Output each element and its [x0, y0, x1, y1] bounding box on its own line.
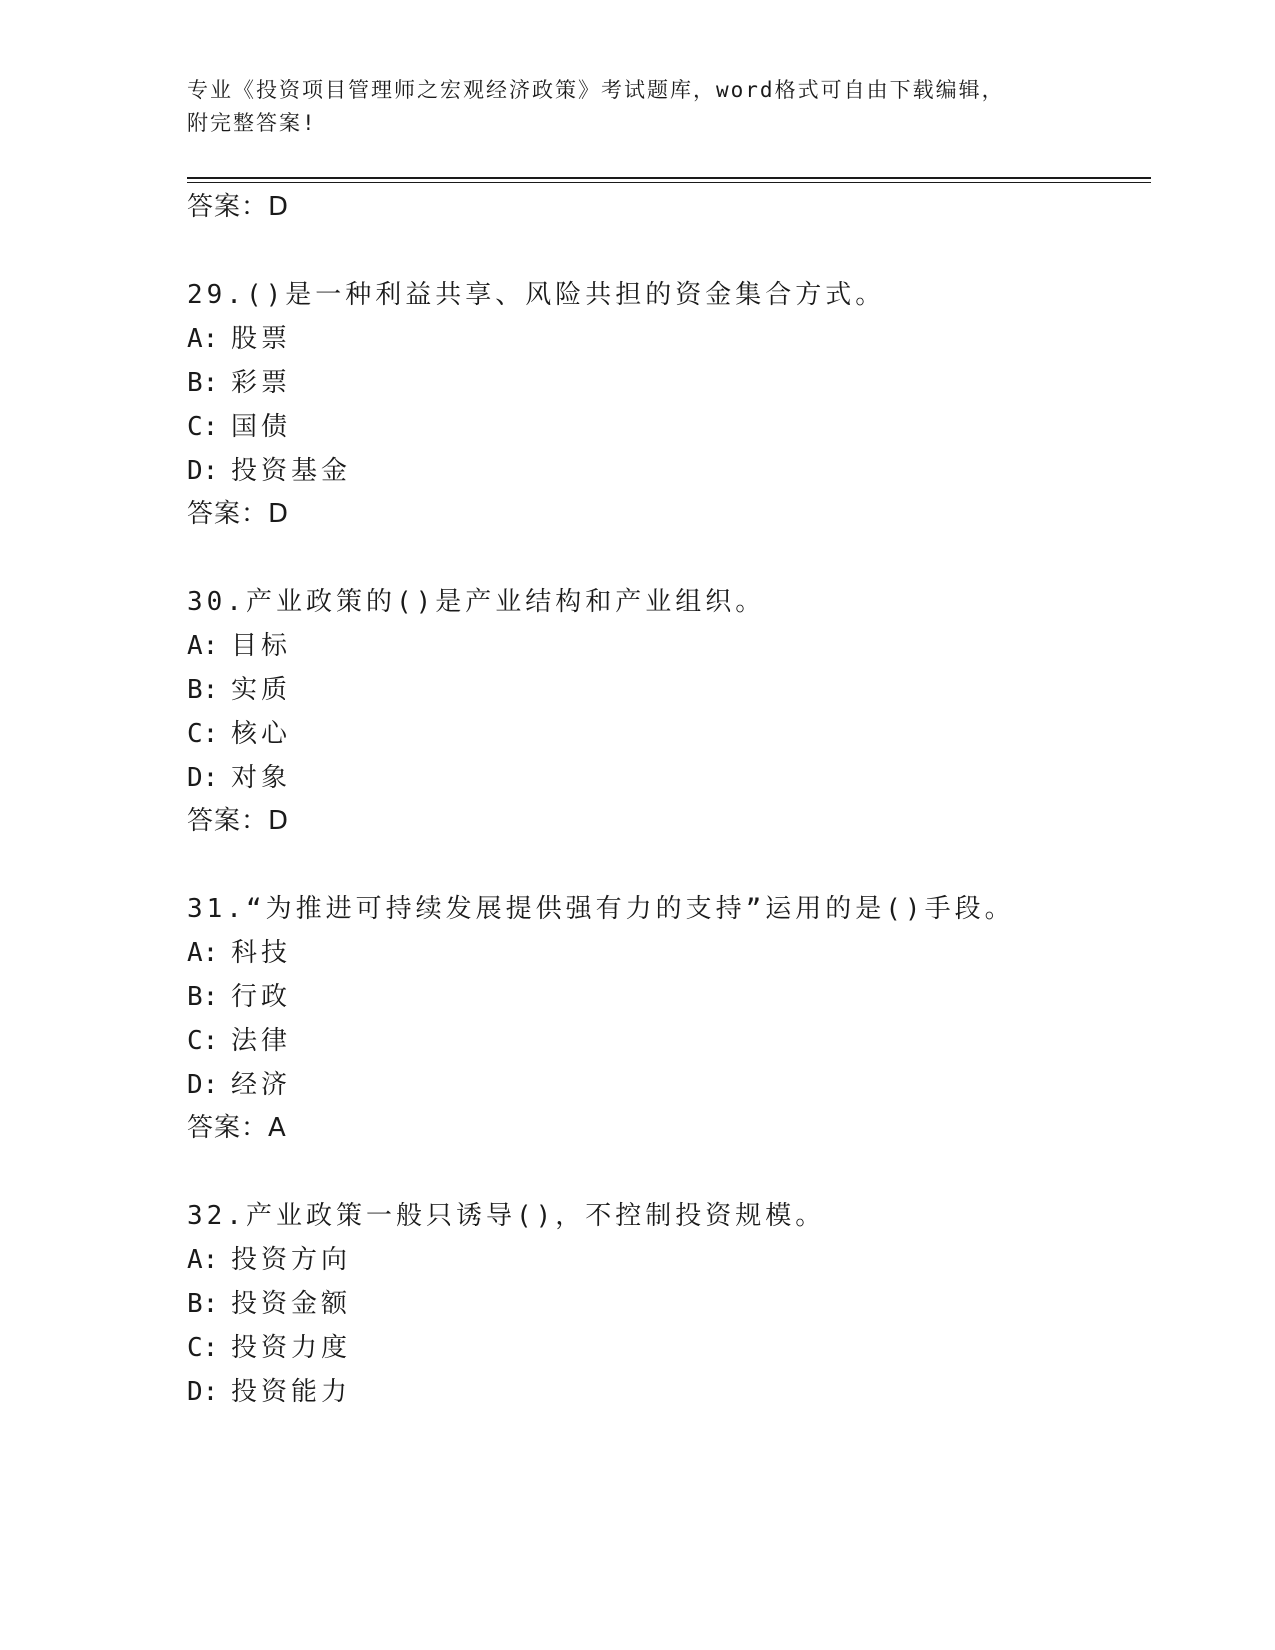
question-32-stem: 32.产业政策一般只诱导()，不控制投资规模。 — [187, 1201, 826, 1231]
option-letter: D: — [187, 1377, 219, 1407]
option-letter: C: — [187, 1026, 219, 1056]
question-29-option-d — [187, 454, 351, 488]
option-text: 对象 — [231, 763, 292, 793]
question-31-option-a — [187, 936, 291, 970]
option-letter: D: — [187, 763, 219, 793]
question-30-option-a — [187, 629, 291, 663]
question-29-option-b — [187, 366, 291, 400]
header-line-1: 专业《投资项目管理师之宏观经济政策》考试题库，word格式可自由下载编辑， — [187, 78, 1005, 102]
option-letter: C: — [187, 1333, 219, 1363]
option-text: 核心 — [231, 719, 292, 749]
question-30-option-b — [187, 673, 291, 707]
option-text: 投资金额 — [231, 1289, 352, 1319]
question-30-option-c — [187, 717, 291, 751]
option-text: 投资方向 — [231, 1245, 352, 1275]
question-32-option-b — [187, 1287, 351, 1321]
option-text: 股票 — [231, 324, 292, 354]
option-text: 彩票 — [231, 368, 292, 398]
option-letter: A: — [187, 1245, 219, 1275]
document-header — [187, 74, 1067, 140]
question-31-option-c — [187, 1024, 291, 1058]
question-32-option-a — [187, 1243, 351, 1277]
header-divider-thin — [187, 182, 1151, 183]
question-29-option-a — [187, 322, 291, 356]
question-29-answer: 答案：D — [187, 499, 290, 529]
option-text: 经济 — [231, 1070, 292, 1100]
question-31-option-b — [187, 980, 291, 1014]
question-31-option-d — [187, 1068, 291, 1102]
option-letter: B: — [187, 675, 219, 705]
option-text: 目标 — [231, 631, 292, 661]
option-letter: A: — [187, 631, 219, 661]
question-30-answer: 答案：D — [187, 806, 290, 836]
option-letter: D: — [187, 456, 219, 486]
option-text: 行政 — [231, 982, 292, 1012]
header-line-2: 附完整答案! — [187, 111, 317, 135]
option-text: 科技 — [231, 938, 292, 968]
option-text: 投资基金 — [231, 456, 352, 486]
option-letter: C: — [187, 719, 219, 749]
question-30-stem: 30.产业政策的()是产业结构和产业组织。 — [187, 587, 766, 617]
option-letter: D: — [187, 1070, 219, 1100]
option-letter: C: — [187, 412, 219, 442]
option-text: 法律 — [231, 1026, 292, 1056]
answer-previous: 答案：D — [187, 192, 290, 222]
option-letter: B: — [187, 982, 219, 1012]
question-29-stem: 29.()是一种利益共享、风险共担的资金集合方式。 — [187, 280, 886, 310]
option-letter: A: — [187, 324, 219, 354]
option-text: 国债 — [231, 412, 292, 442]
option-text: 投资能力 — [231, 1377, 352, 1407]
question-31-stem: 31.“为推进可持续发展提供强有力的支持”运用的是()手段。 — [187, 894, 1015, 924]
option-letter: A: — [187, 938, 219, 968]
option-text: 投资力度 — [231, 1333, 352, 1363]
option-letter: B: — [187, 368, 219, 398]
question-29-option-c — [187, 410, 291, 444]
question-32-option-c — [187, 1331, 351, 1365]
header-divider-thick — [187, 177, 1151, 179]
question-30-option-d — [187, 761, 291, 795]
option-text: 实质 — [231, 675, 292, 705]
question-31-answer: 答案：A — [187, 1113, 287, 1143]
option-letter: B: — [187, 1289, 219, 1319]
question-32-option-d — [187, 1375, 351, 1409]
